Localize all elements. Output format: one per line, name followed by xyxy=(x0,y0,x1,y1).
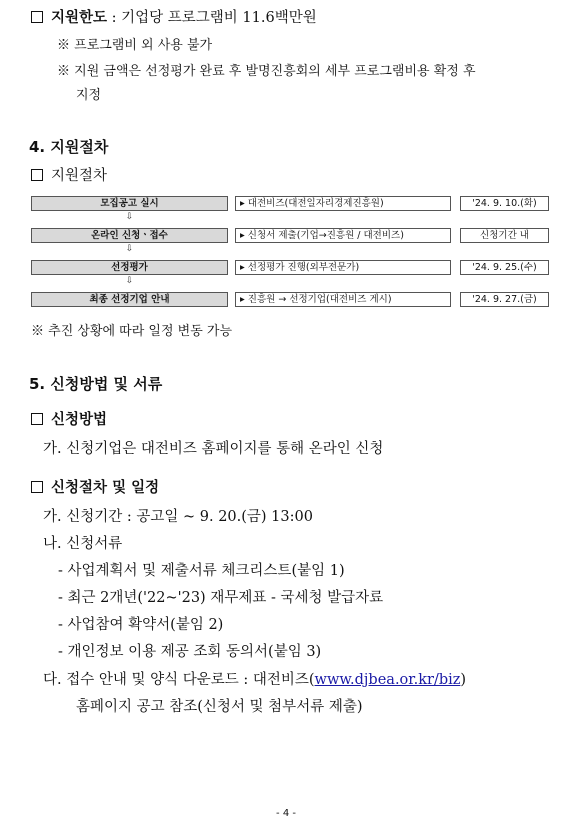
section4-note: ※ 추진 상황에 따라 일정 변동 가능 xyxy=(31,324,233,339)
page-number: - 4 - xyxy=(276,808,296,819)
checkbox-square-icon xyxy=(31,481,43,493)
flow-step-name: 온라인 신청ㆍ접수 xyxy=(31,228,228,243)
checkbox-square-icon xyxy=(31,11,43,23)
document-item: - 사업계획서 및 제출서류 체크리스트(붙임 1) xyxy=(58,563,345,579)
support-limit-value: : 기업당 프로그램비 11.6백만원 xyxy=(111,10,317,26)
checkbox-square-icon xyxy=(31,169,43,181)
flow-step-desc: ▸ 선정평가 진행(외부전문가) xyxy=(235,260,451,275)
flow-step-row xyxy=(31,292,549,308)
flow-down-arrow-icon: ⇩ xyxy=(125,212,134,222)
flow-step-date: '24. 9. 27.(금) xyxy=(460,292,549,307)
procedure-title: 신청절차 및 일정 xyxy=(51,479,160,496)
documents-title: 나. 신청서류 xyxy=(43,536,123,552)
flow-step-desc: ▸ 대전비즈(대전일자리경제진흥원) xyxy=(235,196,451,211)
support-limit-line xyxy=(31,6,317,27)
section5-heading: 5. 신청방법 및 서류 xyxy=(29,375,163,393)
flow-step-name: 모집공고 실시 xyxy=(31,196,228,211)
section4-heading: 4. 지원절차 xyxy=(29,138,109,156)
flow-step-desc: ▸ 신청서 제출(기업→진흥원 / 대전비즈) xyxy=(235,228,451,243)
flow-step-row xyxy=(31,228,549,244)
flow-step-desc: ▸ 진흥원 → 선정기업(대전비즈 게시) xyxy=(235,292,451,307)
flow-step-row xyxy=(31,260,549,276)
support-note-3: 지정 xyxy=(76,88,102,103)
download-prefix: 다. 접수 안내 및 양식 다운로드 : 대전비즈( xyxy=(43,672,315,688)
flow-down-arrow-icon: ⇩ xyxy=(125,244,134,254)
flow-step-date: '24. 9. 25.(수) xyxy=(460,260,549,275)
section4-sub: 지원절차 xyxy=(51,168,108,184)
application-period: 가. 신청기간 : 공고일 ~ 9. 20.(금) 13:00 xyxy=(43,509,313,525)
checkbox-square-icon xyxy=(31,413,43,425)
flow-step-date: 신청기간 내 xyxy=(460,228,549,243)
procedure-title-line xyxy=(31,476,159,497)
download-line-2: 홈페이지 공고 참조(신청서 및 첨부서류 제출) xyxy=(76,699,363,715)
method-title: 신청방법 xyxy=(51,411,108,428)
flow-step-row xyxy=(31,196,549,212)
document-item: - 최근 2개년('22~'23) 재무제표 - 국세청 발급자료 xyxy=(58,590,384,606)
support-limit-title: 지원한도 xyxy=(51,9,108,26)
method-item: 가. 신청기업은 대전비즈 홈페이지를 통해 온라인 신청 xyxy=(43,441,384,457)
method-title-line xyxy=(31,408,107,429)
download-line xyxy=(43,668,466,689)
flow-step-name: 선정평가 xyxy=(31,260,228,275)
document-item: - 개인정보 이용 제공 조회 동의서(붙임 3) xyxy=(58,644,322,660)
support-note-2: ※ 지원 금액은 선정평가 완료 후 발명진흥회의 세부 프로그램비용 확정 후 xyxy=(57,64,476,79)
section4-sub-line xyxy=(31,164,107,185)
flow-step-date: '24. 9. 10.(화) xyxy=(460,196,549,211)
djbea-biz-link[interactable]: www.djbea.or.kr/biz xyxy=(314,672,461,688)
document-item: - 사업참여 확약서(붙임 2) xyxy=(58,617,224,633)
flow-down-arrow-icon: ⇩ xyxy=(125,276,134,286)
download-suffix: ) xyxy=(460,672,467,688)
support-note-1: ※ 프로그램비 외 사용 불가 xyxy=(57,38,213,53)
flow-step-name: 최종 선정기업 안내 xyxy=(31,292,228,307)
